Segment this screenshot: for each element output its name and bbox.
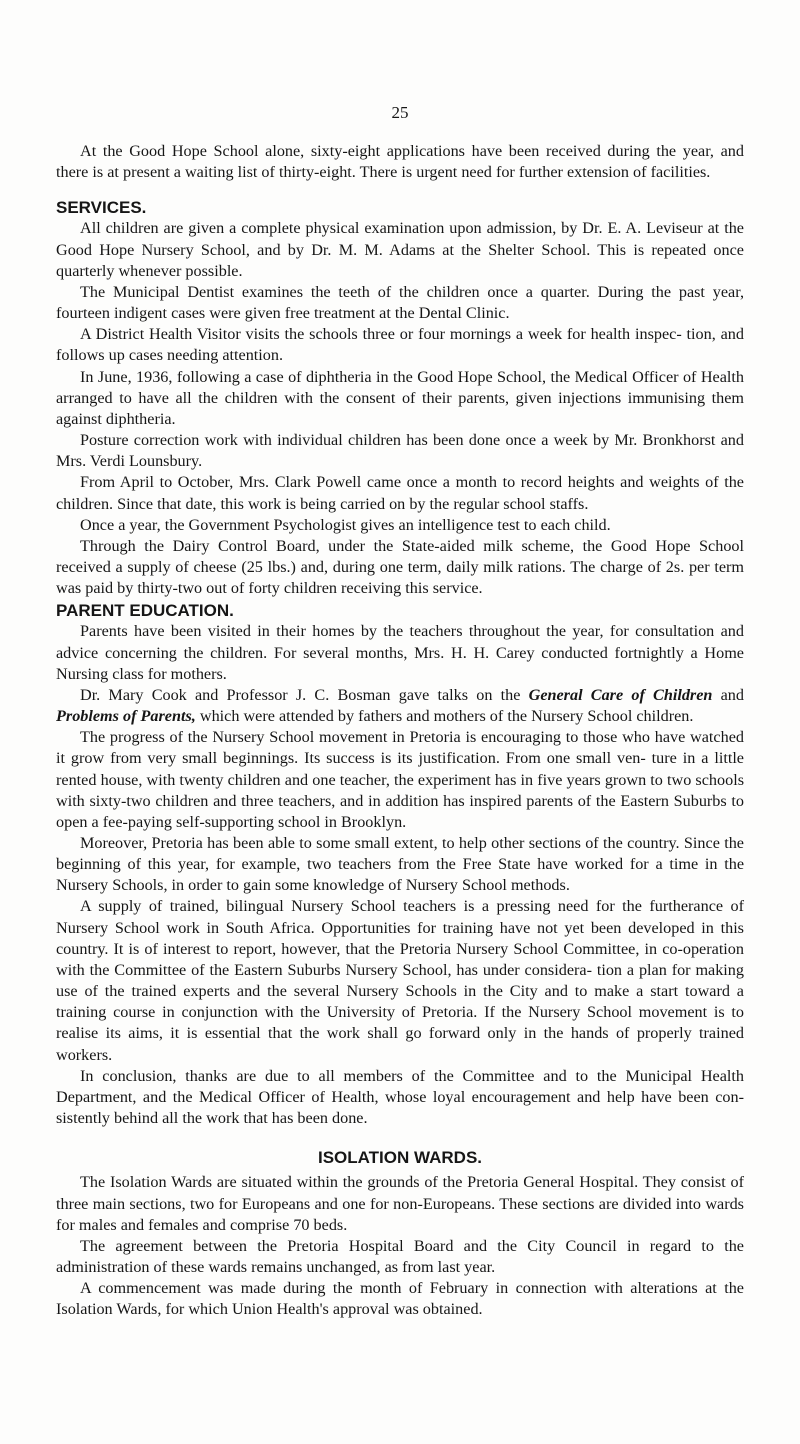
parent-education-paragraph-1: Parents have been visited in their homes by the teachers throughout the year, for consultation and advice concerning the children. For several months, Mrs. H. H. Carey conducted fortnightly a Home Nursing class for mothers. bbox=[56, 622, 744, 683]
parent-education-heading: PARENT EDUCATION. bbox=[56, 601, 234, 621]
text-segment: Dr. Mary Cook and Professor J. C. Bosman gave talks on the bbox=[80, 685, 529, 704]
text-segment: and bbox=[712, 685, 744, 704]
services-paragraph-4: In June, 1936, following a case of diphtheria in the Good Hope School, the Medical Officer of Health arranged to have all the children with the consent of their parents, given injections immunising them against diphtheria. bbox=[56, 367, 744, 428]
talk-title-problems-of-parents: Problems of Parents, bbox=[56, 707, 196, 726]
parent-education-paragraph-6: In conclusion, thanks are due to all members of the Committee and to the Municipal Health Department, and the Medical Officer of Health, whose loyal encouragement and help have been con- sistently behind all the work that has been done. bbox=[56, 1066, 744, 1128]
services-paragraph-7: Once a year, the Government Psychologist gives an intelligence test to each child. bbox=[80, 515, 611, 534]
parent-education-paragraph-5: A supply of trained, bilingual Nursery School teachers is a pressing need for the furtherance of Nursery School work in South Africa. Opportunities for training have not yet been developed in this country. It is of interest to report, however, that the Pretoria Nursery School Committee, in co-operation with the Committee of the Eastern Suburbs Nursery School, has under considera- tion a plan for making use of the trained experts and the several Nursery Schools in the City and to make a start toward a training course in conjunction with the University of Pretoria. If the Nursery School movement is to realise its aims, it is essential that the work shall go forward only in the hands of properly trained workers. bbox=[56, 897, 744, 1064]
services-paragraph-2: The Municipal Dentist examines the teeth of the children once a quarter. During the past year, fourteen indigent cases were given free treatment at the Dental Clinic. bbox=[56, 282, 744, 323]
parent-education-paragraph-2 bbox=[56, 685, 744, 727]
services-paragraph-5: Posture correction work with individual children has been done once a week by Mr. Bronkhorst and Mrs. Verdi Lounsbury. bbox=[56, 431, 744, 471]
parent-education-paragraph-3: The progress of the Nursery School movement in Pretoria is encouraging to those who have watched it grow from very small beginnings. Its success is its justification. From one small ven- ture in a little rented house, with twenty children and one teacher, the experiment has in five years grown to two schools with sixty-two children and three teachers, and in addition has inspired parents of the Eastern Suburbs to open a fee-paying self-supporting school in Brooklyn. bbox=[56, 728, 744, 831]
page-number: 25 bbox=[391, 103, 409, 122]
services-paragraph-1: All children are given a complete physical examination upon admission, by Dr. E. A. Leviseur at the Good Hope Nursery School, and by Dr. M. M. Adams at the Shelter School. This is repeated once quarterly whenever possible. bbox=[56, 219, 744, 280]
isolation-wards-paragraph-3: A commencement was made during the month of February in connection with alterations at the Isolation Wards, for which Union Health's approval was obtained. bbox=[56, 1279, 744, 1319]
talk-title-general-care: General Care of Children bbox=[528, 685, 713, 704]
services-heading: SERVICES. bbox=[56, 198, 147, 218]
page-content bbox=[56, 141, 744, 1320]
services-paragraph-8: Through the Dairy Control Board, under the State-aided milk scheme, the Good Hope School received a supply of cheese (25 lbs.) and, during one term, daily milk rations. The charge of 2s. per term was paid by thirty-two out of forty children receiving this service. bbox=[56, 536, 744, 598]
text-segment: which were attended by fathers and mothers of the Nursery School children. bbox=[195, 707, 694, 726]
isolation-wards-heading: ISOLATION WARDS. bbox=[317, 1148, 482, 1168]
intro-paragraph: At the Good Hope School alone, sixty-eight applications have been received during the year, and there is at present a waiting list of thirty-eight. There is urgent need for further extension of facilities. bbox=[56, 142, 744, 182]
isolation-wards-paragraph-1: The Isolation Wards are situated within the grounds of the Pretoria General Hospital. They consist of three main sections, two for Europeans and one for non-Europeans. These sections are divided into wards for males and females and comprise 70 beds. bbox=[56, 1173, 744, 1234]
services-paragraph-6: From April to October, Mrs. Clark Powell came once a month to record heights and weights of the children. Since that date, this work is being carried on by the regular school staffs. bbox=[56, 473, 744, 513]
parent-education-paragraph-4: Moreover, Pretoria has been able to some small extent, to help other sections of the country. Since the beginning of this year, for example, two teachers from the Free State have worked for a time in the Nursery Schools, in order to gain some knowledge of Nursery School methods. bbox=[56, 834, 744, 895]
services-paragraph-3: A District Health Visitor visits the schools three or four mornings a week for health inspec- tion, and follows up cases needing attention. bbox=[56, 325, 744, 365]
isolation-wards-paragraph-2: The agreement between the Pretoria Hospital Board and the City Council in regard to the administration of these wards remains unchanged, as from last year. bbox=[56, 1236, 744, 1276]
